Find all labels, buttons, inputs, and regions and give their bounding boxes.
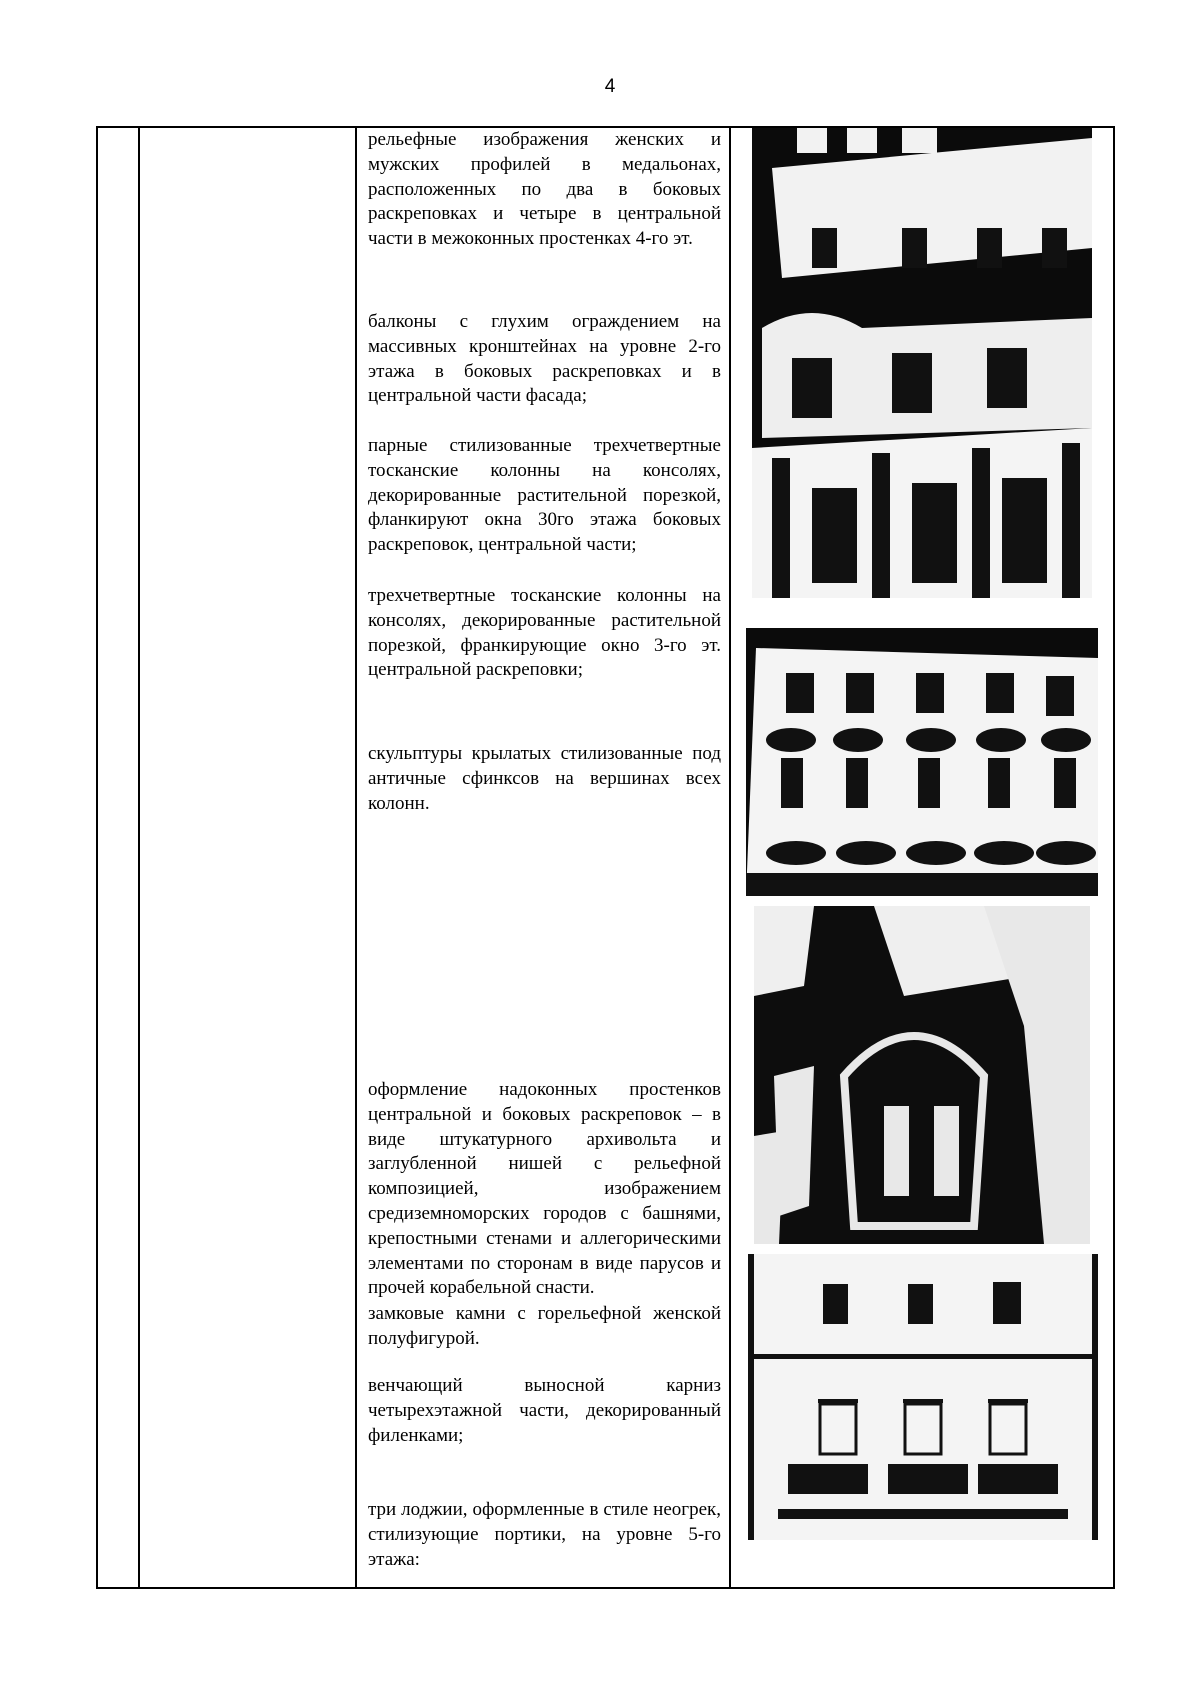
column-divider-3 xyxy=(729,128,731,1587)
facade-photo-windows xyxy=(746,628,1098,896)
paragraph-medallions: рельефные изображения женских и мужских профилей в медальонах, расположенных по два в боковых раскреповках и четыре в центральной части в межоконных простенках 4-го эт. xyxy=(368,129,721,250)
facade-photo-archivolt xyxy=(754,906,1090,1244)
monument-description-table xyxy=(96,126,1115,1589)
column-divider-1 xyxy=(138,128,140,1587)
paragraph-cornice: венчающий выносной карниз четырехэтажной части, декорированный филенками; xyxy=(368,1375,721,1446)
column-divider-2 xyxy=(355,128,357,1587)
paragraph-paired-columns: парные стилизованные трехчетвертные тосканские колонны на консолях, декорированные растительной порезкой, фланкируют окна 30го этажа боковых раскреповок, центральной части; xyxy=(368,435,721,556)
paragraph-sphinxes: скульптуры крылатых стилизованные под античные сфинксов на вершинах всех колонн. xyxy=(368,743,721,814)
paragraph-single-columns: трехчетвертные тосканские колонны на консолях, декорированные растительной порезкой, франкирующие окно 3-го эт. центральной раскреповки; xyxy=(368,585,721,681)
facade-photo-loggias xyxy=(748,1254,1098,1540)
paragraph-keystones: замковые камни с горельефной женской полуфигурой. xyxy=(368,1303,721,1349)
paragraph-balconies: балконы с глухим ограждением на массивных кронштейнах на уровне 2-го этажа в боковых раскреповках и в центральной части фасада; xyxy=(368,311,721,407)
paragraph-loggias: три лоджии, оформленные в стиле неогрек, стилизующие портики, на уровне 5-го этажа: xyxy=(368,1499,721,1570)
facade-photo-balconies xyxy=(752,128,1092,598)
page-number: 4 xyxy=(604,76,616,97)
paragraph-archivolt: оформление надоконных простенков центральной и боковых раскреповок – в виде штукатурного архивольта и заглубленной нишей с рельефной композицией, изображением средиземноморских городов с башнями, крепостными стенами и аллегорическими элементами по сторонам в виде парусов и прочей корабельной снасти. xyxy=(368,1079,721,1299)
